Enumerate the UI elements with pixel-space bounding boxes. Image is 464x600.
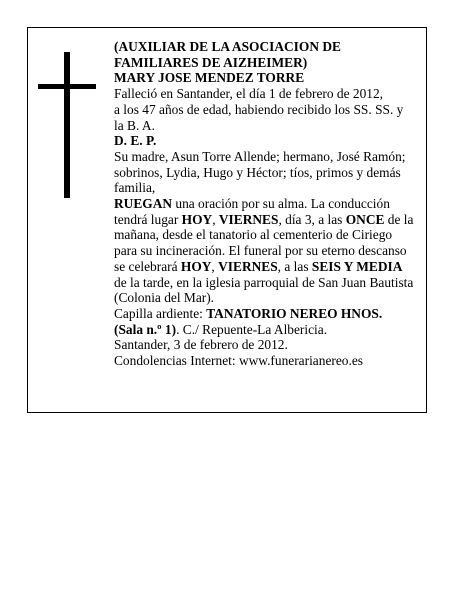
dep-line: D. E. P. xyxy=(114,133,157,149)
funeral-line-2: de la tarde, en la iglesia parroquial de San Juan Bautista xyxy=(114,274,414,290)
conduction-line xyxy=(114,212,426,228)
sala-line xyxy=(114,322,426,338)
once-word: ONCE xyxy=(345,211,385,227)
viernes-word-1: VIERNES xyxy=(218,211,279,227)
address: . C./ Repuente-La Albericia. xyxy=(176,321,328,337)
family-line-3: familia, xyxy=(114,180,156,196)
capilla-label: Capilla ardiente: xyxy=(114,305,207,321)
sala-number: (Sala n.º 1) xyxy=(114,321,177,337)
condolences-line: Condolencias Internet: www.funerarianereo.es xyxy=(114,353,363,369)
deceased-name: MARY JOSE MENDEZ TORRE xyxy=(114,70,305,86)
family-line-2: sobrinos, Lydia, Hugo y Héctor; tíos, primos y demás xyxy=(114,164,401,180)
conduction-text-3: de la xyxy=(384,211,414,227)
funeral-line-3: (Colonia del Mar). xyxy=(114,290,215,306)
death-line-2: a los 47 años de edad, habiendo recibido los SS. SS. y xyxy=(114,101,404,117)
conduction-line-3: mañana, desde el tanatorio al cementerio de Ciriego xyxy=(114,227,393,243)
conduction-text-2: , día 3, a las xyxy=(278,211,346,227)
capilla-line xyxy=(114,306,426,322)
funeral-text-2: , a las xyxy=(277,258,312,274)
hoy-word-2: HOY xyxy=(180,258,212,274)
cross-vertical-bar xyxy=(64,52,70,198)
death-line-1: Falleció en Santander, el día 1 de febrero de 2012, xyxy=(114,86,384,102)
ruegan-rest: una oración por su alma. La conducción xyxy=(172,196,390,212)
death-line-3: la B. A. xyxy=(114,117,155,133)
family-line-1: Su madre, Asun Torre Allende; hermano, José Ramón; xyxy=(114,148,406,164)
date-place: Santander, 3 de febrero de 2012. xyxy=(114,337,288,353)
cross-icon xyxy=(38,52,96,198)
cross-horizontal-bar xyxy=(38,84,96,89)
tanatorio-name: TANATORIO NEREO HNOS. xyxy=(206,305,383,321)
ruegan-line xyxy=(114,196,426,212)
funeral-line xyxy=(114,259,426,275)
organization-line-2: FAMILIARES DE AIZHEIMER) xyxy=(114,54,308,70)
funeral-text-1: se celebrará xyxy=(114,258,181,274)
seis-y-media-word: SEIS Y MEDIA xyxy=(311,258,403,274)
comma-1: , xyxy=(212,211,219,227)
viernes-word-2: VIERNES xyxy=(218,258,278,274)
conduction-line-4: para su incineración. El funeral por su eterno descanso xyxy=(114,243,407,259)
organization-line-1: (AUXILIAR DE LA ASOCIACION DE xyxy=(114,39,341,54)
obituary-text xyxy=(114,39,426,369)
conduction-text-1: tendrá lugar xyxy=(114,211,182,227)
hoy-word-1: HOY xyxy=(181,211,213,227)
ruegan-word: RUEGAN xyxy=(114,196,173,212)
comma-2: , xyxy=(211,258,219,274)
